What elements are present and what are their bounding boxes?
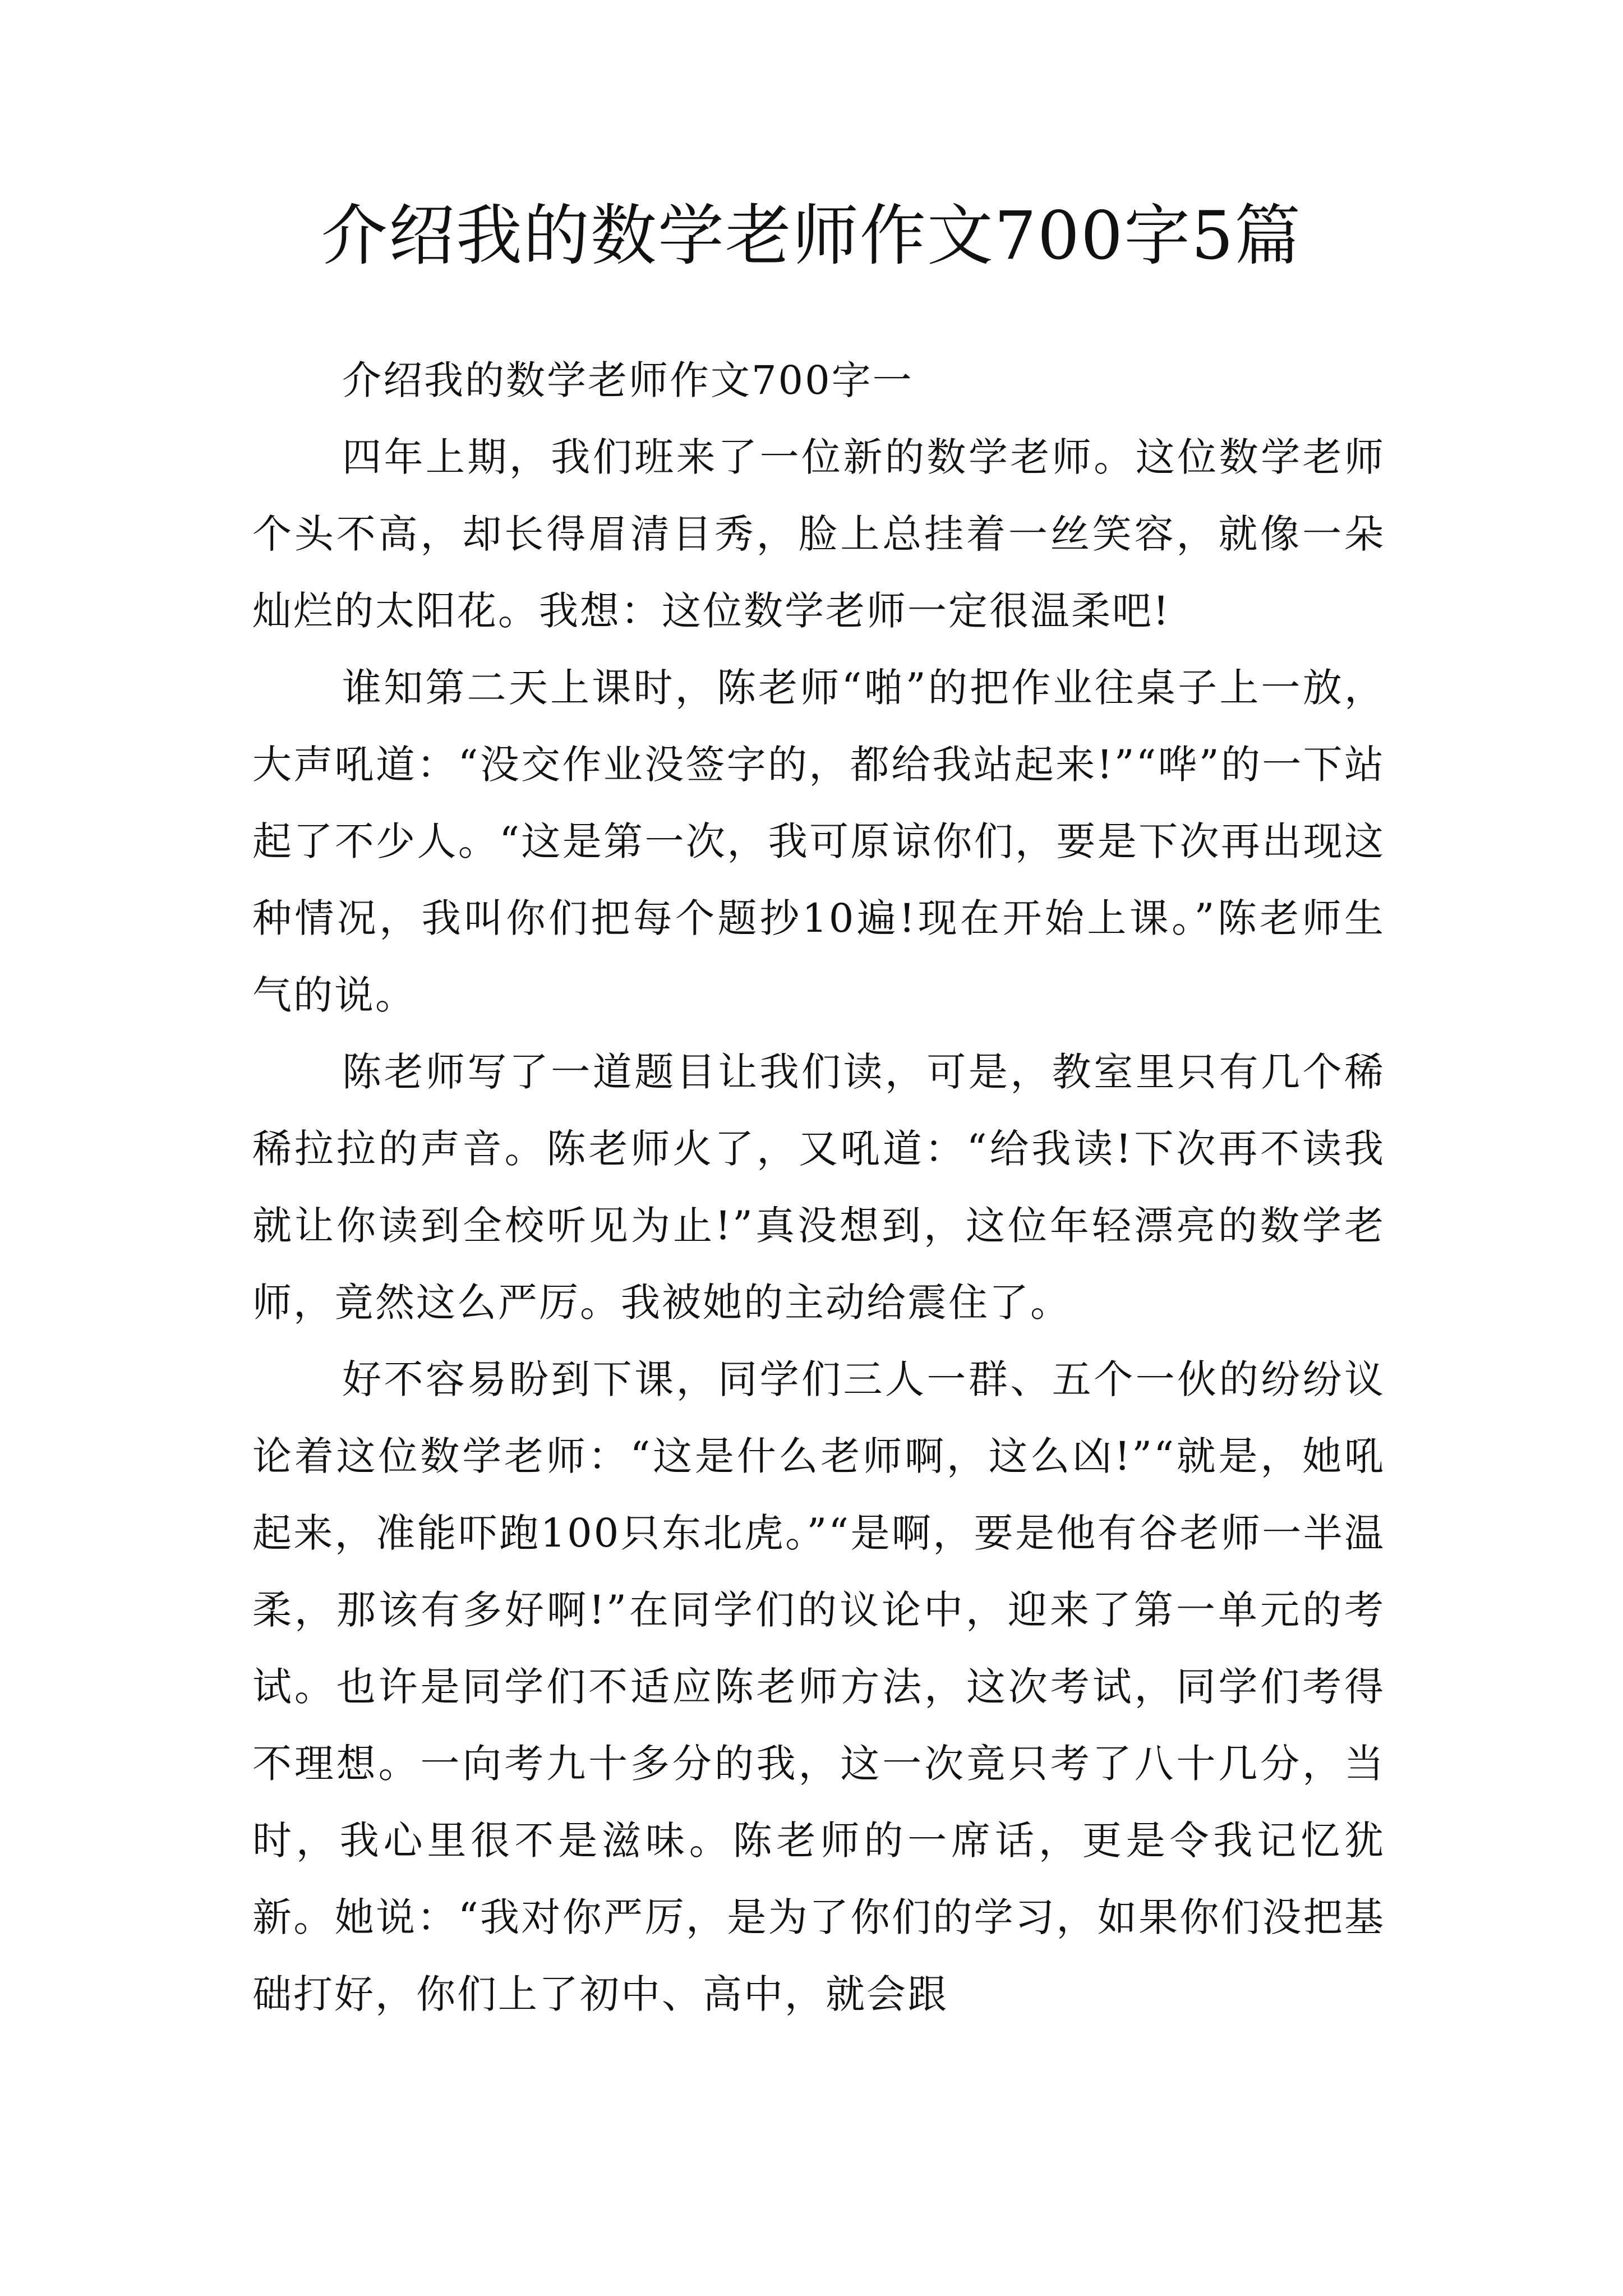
paragraph-heading: 介绍我的数学老师作文700字一 (342, 357, 914, 403)
paragraph: 陈老师写了一道题目让我们读，可是，教室里只有几个稀稀拉拉的声音。陈老师火了，又吼道：“给我读!下次再不读我就让你读到全校听见为止!”真没想到，这位年轻漂亮的数学老师，竟然这么严厉。我被她的主动给震住了。 (252, 1049, 1385, 1326)
document-body (252, 342, 1385, 2033)
document-title: 介绍我的数学老师作文700字5篇 (321, 197, 1302, 274)
paragraph: 谁知第二天上课时，陈老师“啪”的把作业往桌子上一放，大声吼道：“没交作业没签字的，都给我站起来!”“哗”的一下站起了不少人。“这是第一次，我可原谅你们，要是下次再出现这种情况，我叫你们把每个题抄10遍!现在开始上课。”陈老师生气的说。 (252, 665, 1385, 1018)
paragraph: 好不容易盼到下课，同学们三人一群、五个一伙的纷纷议论着这位数学老师：“这是什么老师啊，这么凶!”“就是，她吼起来，准能吓跑100只东北虎。”“是啊，要是他有谷老师一半温柔，那该有多好啊!”在同学们的议论中，迎来了第一单元的考试。也许是同学们不适应陈老师方法，这次考试，同学们考得不理想。一向考九十多分的我，这一次竟只考了八十几分，当时，我心里很不是滋味。陈老师的一席话，更是令我记忆犹新。她说：“我对你严厉，是为了你们的学习，如果你们没把基础打好，你们上了初中、高中，就会跟 (252, 1356, 1385, 2017)
paragraph: 四年上期，我们班来了一位新的数学老师。这位数学老师个头不高，却长得眉清目秀，脸上总挂着一丝笑容，就像一朵灿烂的太阳花。我想：这位数学老师一定很温柔吧! (252, 434, 1385, 634)
